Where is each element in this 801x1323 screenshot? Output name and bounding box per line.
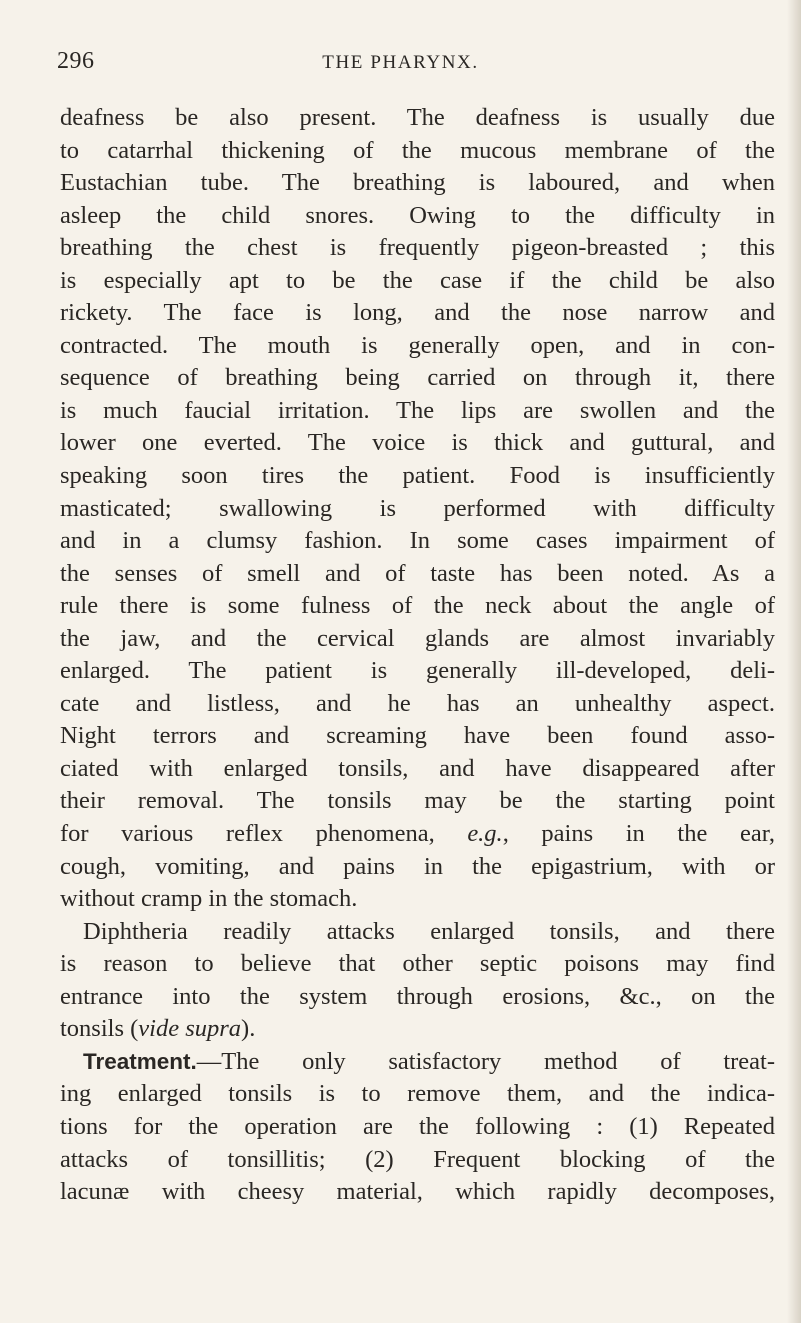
italic-abbreviation: e.g. [467,820,503,848]
text-line: is reason to believe that other septic poisons may find [60,950,775,978]
text-line [60,1013,775,1046]
text-line: ing enlarged tonsils is to remove them, and the indica- [60,1080,775,1108]
text-line: deafness be also present. The deafness is usually due [60,104,775,131]
text-line: cate and listless, and he has an unhealthy aspect. [60,689,775,717]
text-line: sequence of breathing being carried on through it, there [60,364,775,392]
text-line: rule there is some fulness of the neck about the angle of [60,592,775,620]
text-line: is especially apt to be the case if the child be also [60,266,775,294]
text-line: cough, vomiting, and pains in the epigastrium, with or [60,852,775,880]
text-line: asleep the child snores. Owing to the difficulty in [60,201,775,229]
text-line: Night terrors and screaming have been found asso- [60,722,775,750]
text-line: contracted. The mouth is generally open, and in con- [60,331,775,359]
running-head: THE PHARYNX. [322,52,479,73]
text-segment: —The only satisfactory method of treat- [196,1047,775,1075]
text-line [60,1046,775,1079]
text-line: lower one everted. The voice is thick and guttural, and [60,429,775,457]
text-line: tions for the operation are the following : (1) Repeated [60,1112,775,1140]
text-line: their removal. The tonsils may be the starting point [60,787,775,815]
text-line: entrance into the system through erosions, &c., on the [60,982,775,1010]
text-segment: tonsils ( [60,1015,139,1043]
text-line: ciated with enlarged tonsils, and have disappeared after [60,754,775,782]
text-line: the senses of smell and of taste has been noted. As a [60,559,775,587]
text-line: Eustachian tube. The breathing is laboured, and when [60,169,775,197]
text-segment: , pains in the ear, [502,820,775,848]
text-line: the jaw, and the cervical glands are almost invariably [60,624,775,652]
text-segment: ). [241,1015,256,1043]
text-line: Diphtheria readily attacks enlarged tonsils, and there [83,917,775,945]
text-line: is much faucial irritation. The lips are swollen and the [60,396,775,424]
text-line: rickety. The face is long, and the nose narrow and [60,299,775,327]
text-line: without cramp in the stomach. [60,885,358,913]
text-line: and in a clumsy fashion. In some cases impairment of [60,527,775,555]
text-line: masticated; swallowing is performed with difficulty [60,494,775,522]
text-line: breathing the chest is frequently pigeon-breasted ; this [60,234,775,262]
text-line: to catarrhal thickening of the mucous membrane of the [60,136,775,164]
text-line [60,818,775,851]
page-number: 296 [57,48,95,74]
text-line: attacks of tonsillitis; (2) Frequent blocking of the [60,1145,775,1173]
text-line: speaking soon tires the patient. Food is insufficiently [60,462,775,490]
italic-reference: vide supra [138,1015,242,1043]
page-edge-shadow [787,0,801,1323]
text-line: lacunæ with cheesy material, which rapidly decomposes, [60,1178,775,1206]
body-text [60,102,775,1209]
text-segment: for various reflex phenomena, [60,820,468,848]
section-heading: Treatment. [83,1048,197,1074]
text-line: enlarged. The patient is generally ill-developed, deli- [60,657,775,685]
